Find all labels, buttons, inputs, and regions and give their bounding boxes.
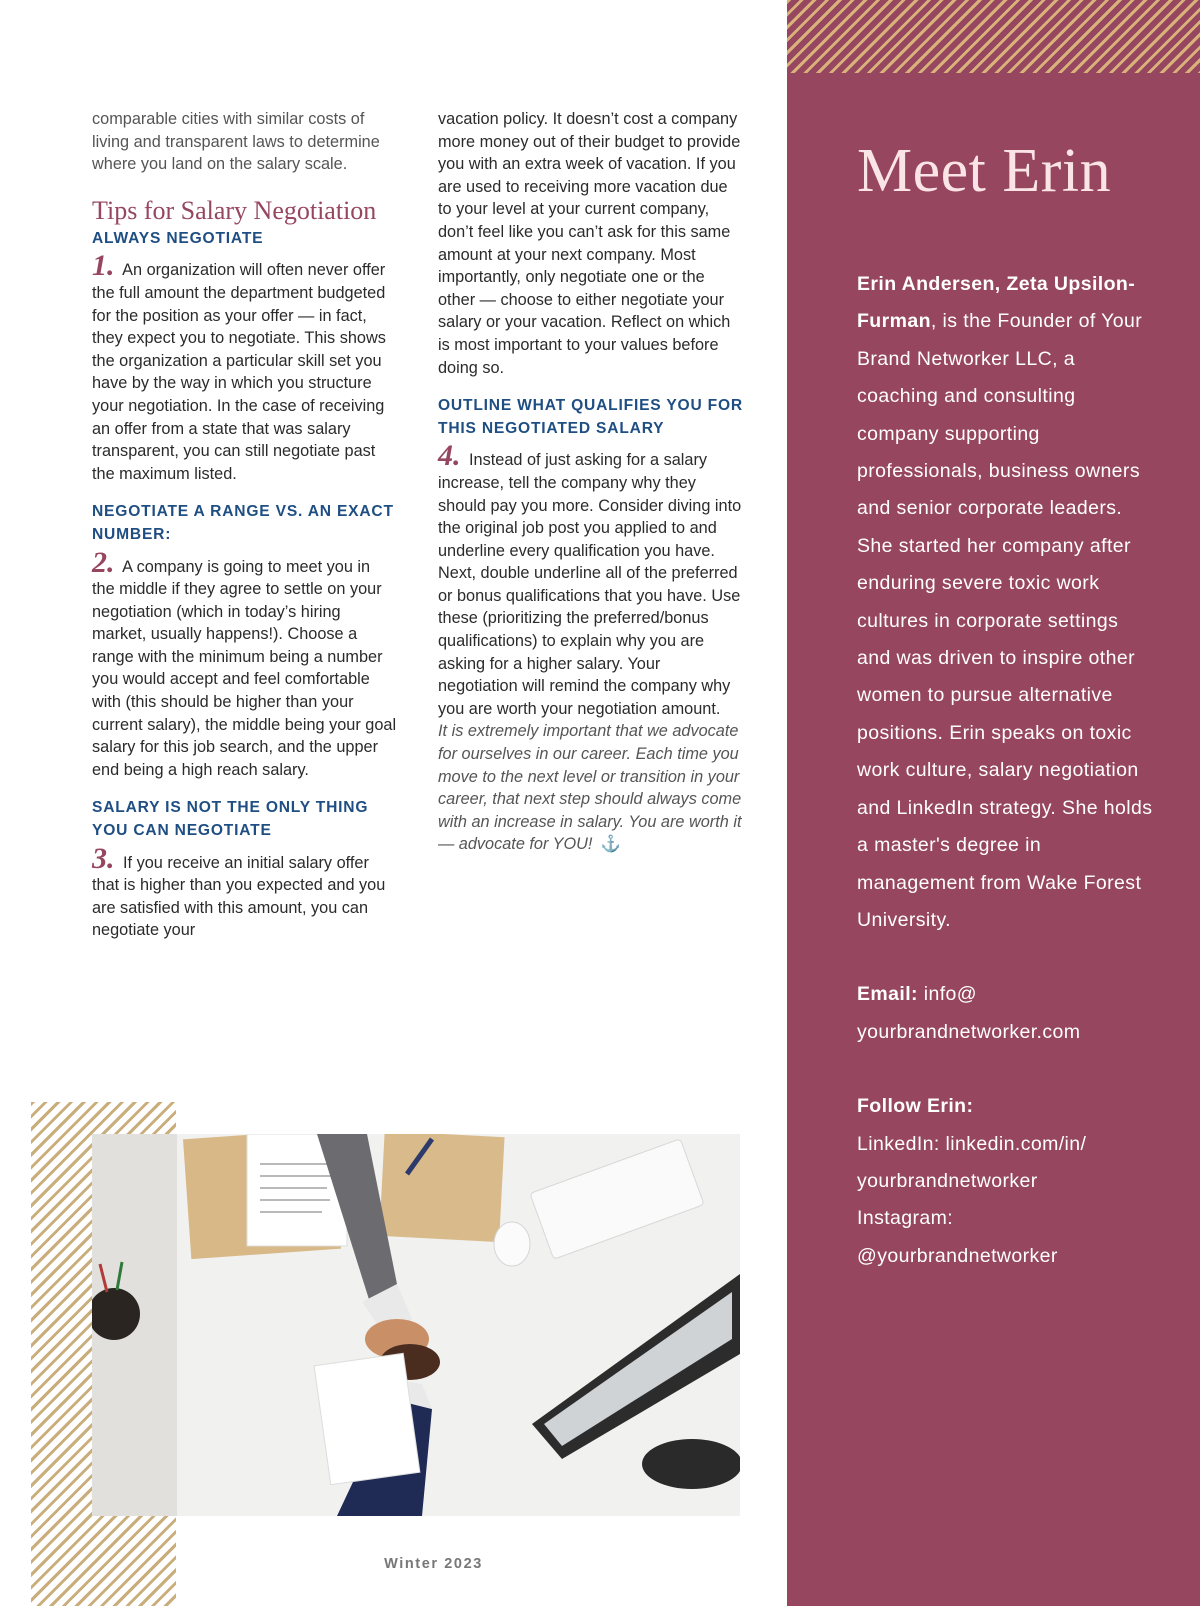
- intro-paragraph: comparable cities with similar costs of living and transparent laws to determine where you land on the salary scale.: [92, 110, 380, 174]
- tip2-heading: NEGOTIATE A RANGE VS. AN EXACT NUMBER:: [92, 503, 394, 543]
- tip4-text: Instead of just asking for a salary increase, tell the company why they should pay you more. Consider diving into the original job post you applied to and underline every qualification you have. Next, double underline all of the preferred or bonus qualifications that you have. Use these (prioritizing the preferred/bonus qualifications) to explain why you are asking for a higher salary. Your negotiation will remind the company why you are worth your negotiation amount.: [438, 451, 742, 718]
- quote-text: It is extremely important that we advocate for ourselves in our career. Each time you move to the next level or transition in your career, that next step should always come with an increase in salary. You are worth it — advocate for YOU!: [438, 722, 742, 854]
- email-value[interactable]: info@ yourbrandnetworker.com: [857, 983, 1081, 1043]
- author-sidebar: [787, 0, 1200, 1606]
- tip4-number: 4.: [438, 439, 461, 473]
- issue-label: Winter 2023: [384, 1556, 483, 1572]
- tip3-number: 3.: [92, 841, 115, 875]
- sidebar-title: Meet Erin: [857, 137, 1112, 205]
- handshake-illustration: [92, 1134, 740, 1516]
- tip4-heading: OUTLINE WHAT QUALIFIES YOU FOR THIS NEGOTIATED SALARY: [438, 397, 743, 437]
- tip1-paragraph: [92, 249, 397, 485]
- tip3-heading: SALARY IS NOT THE ONLY THING YOU CAN NEGOTIATE: [92, 799, 369, 840]
- anchor-icon: ⚓: [600, 835, 621, 854]
- tip2-text: A company is going to meet you in the middle if they agree to settle on your negotiation (which in today’s hiring market, usually happens!). Choose a range with the minimum being a number you would accept and feel comfortable with (this should be higher than your current salary), the middle being your goal salary for this job search, and the upper end being a high reach salary.: [92, 557, 397, 779]
- email-label: Email:: [857, 983, 918, 1006]
- email-line: [857, 976, 1157, 1051]
- author-name: Erin Andersen, Zeta Upsilon-Furman: [857, 273, 1136, 333]
- footer: [0, 1555, 787, 1573]
- right-column: [438, 108, 743, 856]
- tip3-paragraph: [92, 841, 397, 942]
- follow-label: Follow Erin:: [857, 1095, 974, 1118]
- bio-text: , is the Founder of Your Brand Networker LLC, a coaching and consulting company supporting professionals, business owners and senior corporate leaders. She started her company after enduring severe toxic work cultures in corporate settings and was driven to inspire other women to pursue alternative positions. Erin speaks on toxic work culture, salary negotiation and LinkedIn strategy. She holds a master's degree in management from Wake Forest University.: [857, 310, 1153, 931]
- author-bio: [857, 266, 1157, 1275]
- tip2-paragraph: [92, 545, 397, 782]
- pull-quote: [438, 720, 743, 856]
- handshake-photo: [92, 1134, 740, 1516]
- tip1-heading: ALWAYS NEGOTIATE: [92, 229, 264, 247]
- instagram-link[interactable]: Instagram: @yourbrandnetworker: [857, 1207, 1058, 1267]
- linkedin-link[interactable]: LinkedIn: linkedin.com/in/ yourbrandnetworker: [857, 1132, 1087, 1192]
- bio-paragraph: [857, 266, 1157, 939]
- left-column: [92, 108, 397, 942]
- tip4-paragraph: [438, 439, 743, 720]
- tip3-text: If you receive an initial salary offer that is higher than you expected and you are satisfied with this amount, you can negotiate your: [92, 853, 386, 940]
- tip1-number: 1.: [92, 249, 115, 283]
- tip1-text: An organization will often never offer the full amount the department budgeted for the position as your offer — in fact, they expect you to negotiate. This shows the organization a particular skill set you have by the way in which you structure your negotiation. In the case of receiving an offer from a state that was salary transparent, you can still negotiate past the maximum listed.: [92, 261, 386, 483]
- section-title: Tips for Salary Negotiation: [92, 195, 377, 225]
- continued-paragraph: vacation policy. It doesn’t cost a company more money out of their budget to provide you with an extra week of vacation. If you are used to receiving more vacation due to your level at your current company, don’t feel like you can’t ask for this same amount at your next company. Most importantly, only negotiate one or the other — choose to either negotiate your salary or your vacation. Reflect on which is most important to your values before doing so.: [438, 110, 741, 377]
- decorative-stripes-top: [787, 0, 1200, 73]
- tip2-number: 2.: [92, 545, 115, 579]
